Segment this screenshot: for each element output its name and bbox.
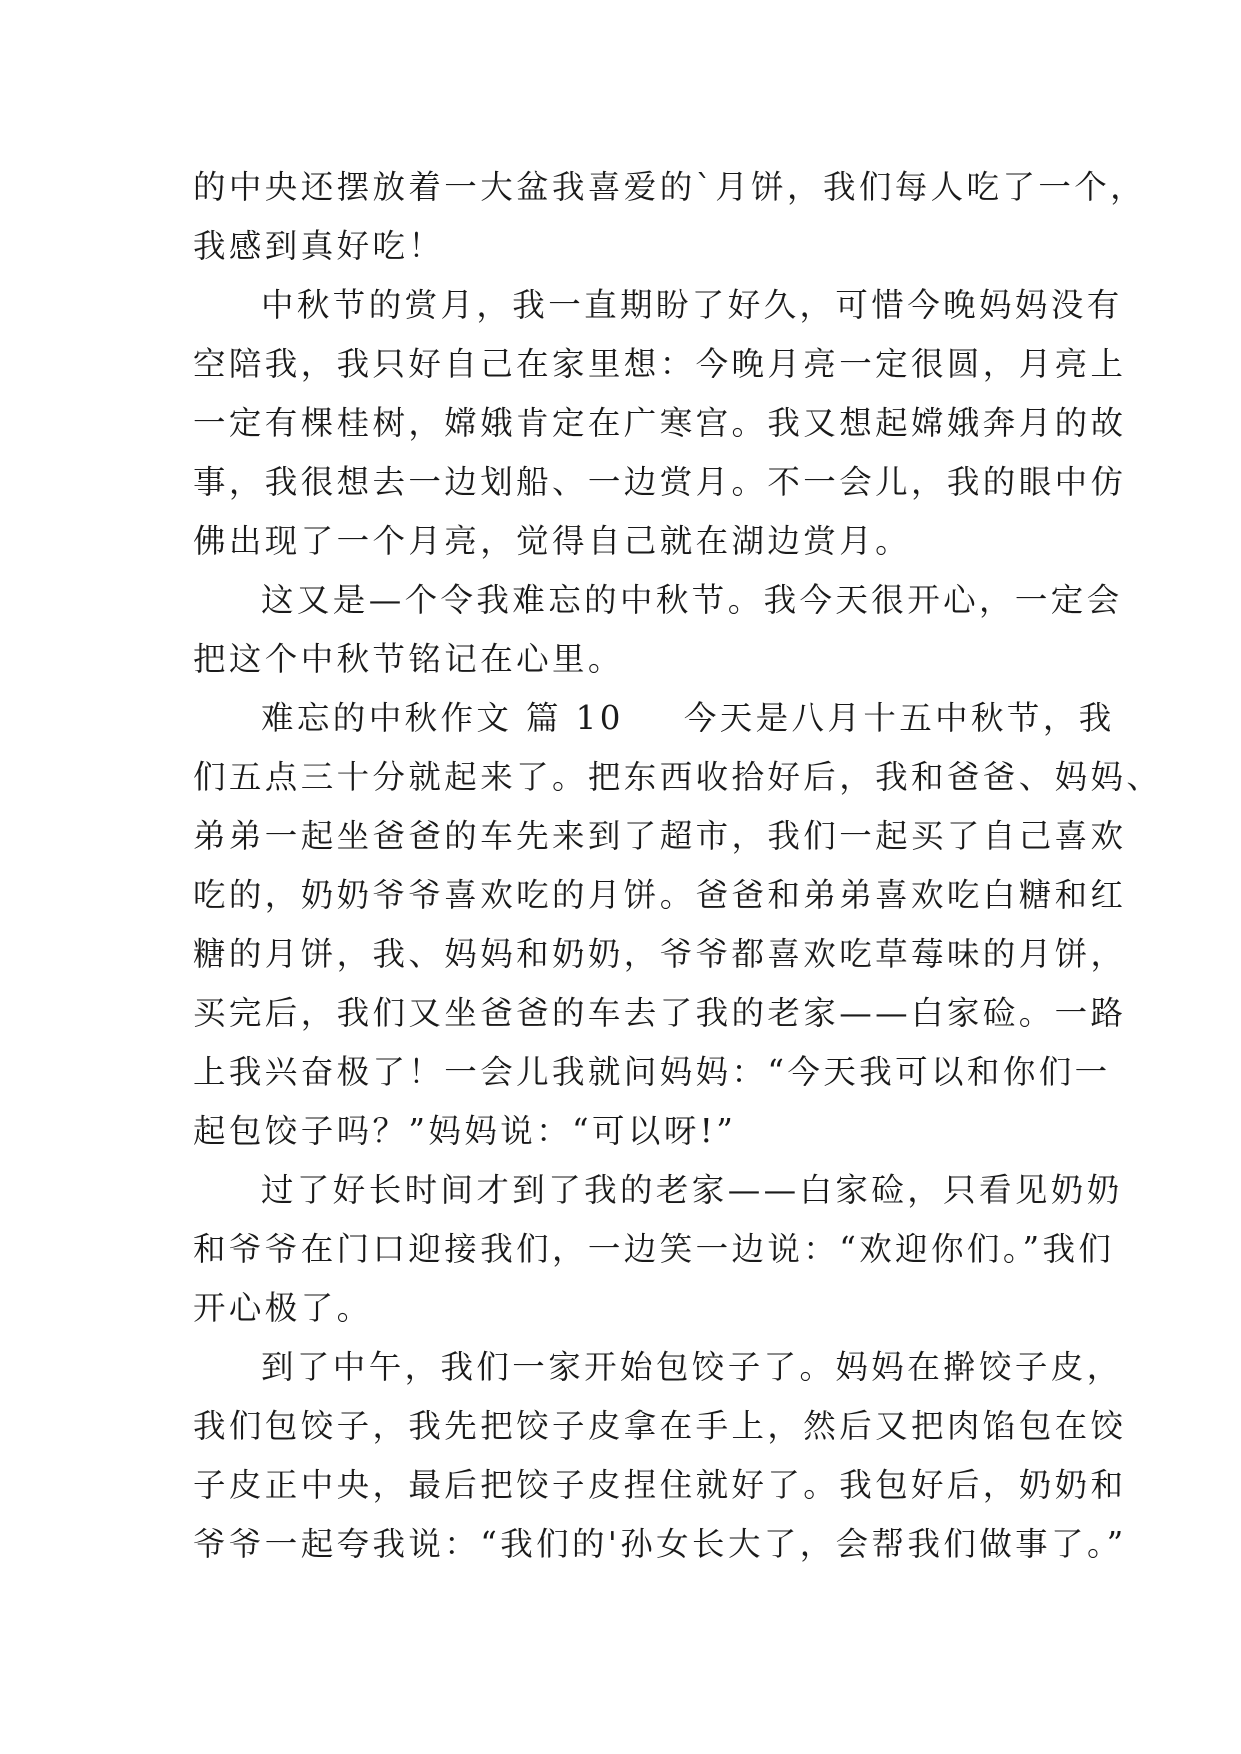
- text-line: 把这个中秋节铭记在心里。: [193, 640, 624, 678]
- text-line: 买完后，我们又坐爸爸的车去了我的老家——白家硷。一路: [193, 994, 1127, 1032]
- text-line: 佛出现了一个月亮，觉得自己就在湖边赏月。: [193, 522, 912, 560]
- text-line: 糖的月饼，我、妈妈和奶奶，爷爷都喜欢吃草莓味的月饼，: [193, 935, 1127, 973]
- text-line: 们五点三十分就起来了。把东西收拾好后，我和爸爸、妈妈、: [193, 758, 1163, 796]
- text-line: 子皮正中央，最后把饺子皮捏住就好了。我包好后，奶奶和: [193, 1466, 1127, 1504]
- text-line: 吃的，奶奶爷爷喜欢吃的月饼。爸爸和弟弟喜欢吃白糖和红: [193, 876, 1127, 914]
- text-line: 的中央还摆放着一大盆我喜爱的`月饼，我们每人吃了一个，: [193, 168, 1147, 206]
- text-line: 爷爷一起夸我说：“我们的'孙女长大了，会帮我们做事了。”: [193, 1525, 1127, 1563]
- paragraph-start: 中秋节的赏月，我一直期盼了好久，可惜今晚妈妈没有: [261, 286, 1123, 324]
- text-line: 今天是八月十五中秋节，我: [683, 699, 1115, 737]
- text-line: 事，我很想去一边划船、一边赏月。不一会儿，我的眼中仿: [193, 463, 1127, 501]
- section-heading: 难忘的中秋作文 篇 10: [261, 699, 624, 737]
- paragraph-start: 到了中午，我们一家开始包饺子了。妈妈在擀饺子皮，: [261, 1348, 1123, 1386]
- text-line: 开心极了。: [193, 1289, 373, 1327]
- text-line: 和爷爷在门口迎接我们，一边笑一边说：“欢迎你们。”我们: [193, 1230, 1115, 1268]
- section-heading-line: [193, 689, 1115, 748]
- paragraph-start: 这又是—个令我难忘的中秋节。我今天很开心，一定会: [261, 581, 1123, 619]
- text-line: 起包饺子吗？”妈妈说：“可以呀!”: [193, 1112, 737, 1150]
- text-line: 我感到真好吃！: [193, 227, 445, 265]
- text-line: 一定有棵桂树，嫦娥肯定在广寒宫。我又想起嫦娥奔月的故: [193, 404, 1127, 442]
- text-line: 我们包饺子，我先把饺子皮拿在手上，然后又把肉馅包在饺: [193, 1407, 1127, 1445]
- text-line: 空陪我，我只好自己在家里想：今晚月亮一定很圆，月亮上: [193, 345, 1127, 383]
- text-line: 弟弟一起坐爸爸的车先来到了超市，我们一起买了自己喜欢: [193, 817, 1127, 855]
- paragraph-start: 过了好长时间才到了我的老家——白家硷，只看见奶奶: [261, 1171, 1123, 1209]
- text-line: 上我兴奋极了！一会儿我就问妈妈：“今天我可以和你们一: [193, 1053, 1111, 1091]
- document-body: [193, 158, 1163, 1574]
